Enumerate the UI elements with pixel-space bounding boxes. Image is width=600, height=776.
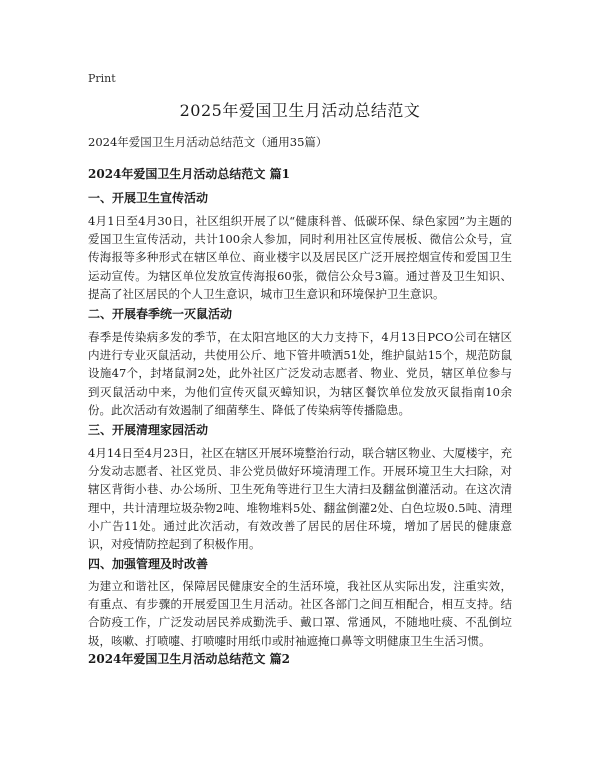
print-label: Print xyxy=(88,72,116,85)
section-3-paragraph: 4月14日至4月23日，社区在辖区开展环境整治行动，联合辖区物业、大厦楼宇，充分发动志愿者、社区党员、非公党员做好环境清理工作。开展环境卫生大扫除，对辖区背街小巷、办公场所、卫生死角等进行卫生大清扫及翻盆倒灌活动。在这次清理中，共计清理垃圾杂物2吨、堆物堆料5处、翻盆倒灌2处、白色垃圾0.5吨、清理小广告11处。通过此次活动，有效改善了居民的居住环境，增加了居民的健康意识，对疫情防控起到了积极作用。 xyxy=(88,446,512,552)
article-2-heading: 2024年爱国卫生月活动总结范文 篇2 xyxy=(88,652,290,666)
section-4-paragraph: 为建立和谐社区，保障居民健康安全的生活环境，我社区从实际出发，注重实效，有重点、有步骤的开展爱国卫生月活动。社区各部门之间互相配合，相互支持。结合防疫工作，广泛发动居民养成勤洗手、戴口罩、常通风，不随地吐痰、不乱倒垃圾，咳嗽、打喷嚏、打喷嚏时用纸巾或肘袖遮掩口鼻等文明健康卫生生活习惯。 xyxy=(88,579,512,648)
article-1-heading: 2024年爱国卫生月活动总结范文 篇1 xyxy=(88,167,290,181)
section-1-paragraph: 4月1日至4月30日，社区组织开展了以“健康科普、低碳环保、绿色家园”为主题的爱国卫生宣传活动，共计100余人参加，同时利用社区宣传展板、微信公众号，宣传海报等多种形式在辖区单位、商业楼宇以及居民区广泛开展控烟宣传和爱国卫生运动宣传。为辖区单位发放宣传海报60张，微信公众号3篇。通过普及卫生知识、提高了社区居民的个人卫生意识，城市卫生意识和环境保护卫生意识。 xyxy=(88,214,512,301)
document-title: 2025年爱国卫生月活动总结范文 xyxy=(179,101,421,120)
section-2-heading: 二、开展春季统一灭鼠活动 xyxy=(88,307,233,321)
document-subtitle: 2024年爱国卫生月活动总结范文（通用35篇） xyxy=(88,135,328,149)
section-4-heading: 四、加强管理及时改善 xyxy=(88,557,209,571)
section-2-paragraph: 春季是传染病多发的季节，在太阳宫地区的大力支持下，4月13日PCO公司在辖区内进行专业灭鼠活动，共使用公斤、地下管井喷洒51处，维护鼠站15个，规范防鼠设施47个，封堵鼠洞2处，此外社区广泛发动志愿者、物业、党员，辖区单位参与到灭鼠活动中来，为他们宣传灭鼠灭蟑知识，为辖区餐饮单位发放灭鼠指南10余份。此次活动有效遏制了细菌孳生、降低了传染病等传播隐患。 xyxy=(88,330,512,417)
section-1-heading: 一、开展卫生宣传活动 xyxy=(88,191,209,205)
section-3-heading: 三、开展清理家园活动 xyxy=(88,423,209,437)
